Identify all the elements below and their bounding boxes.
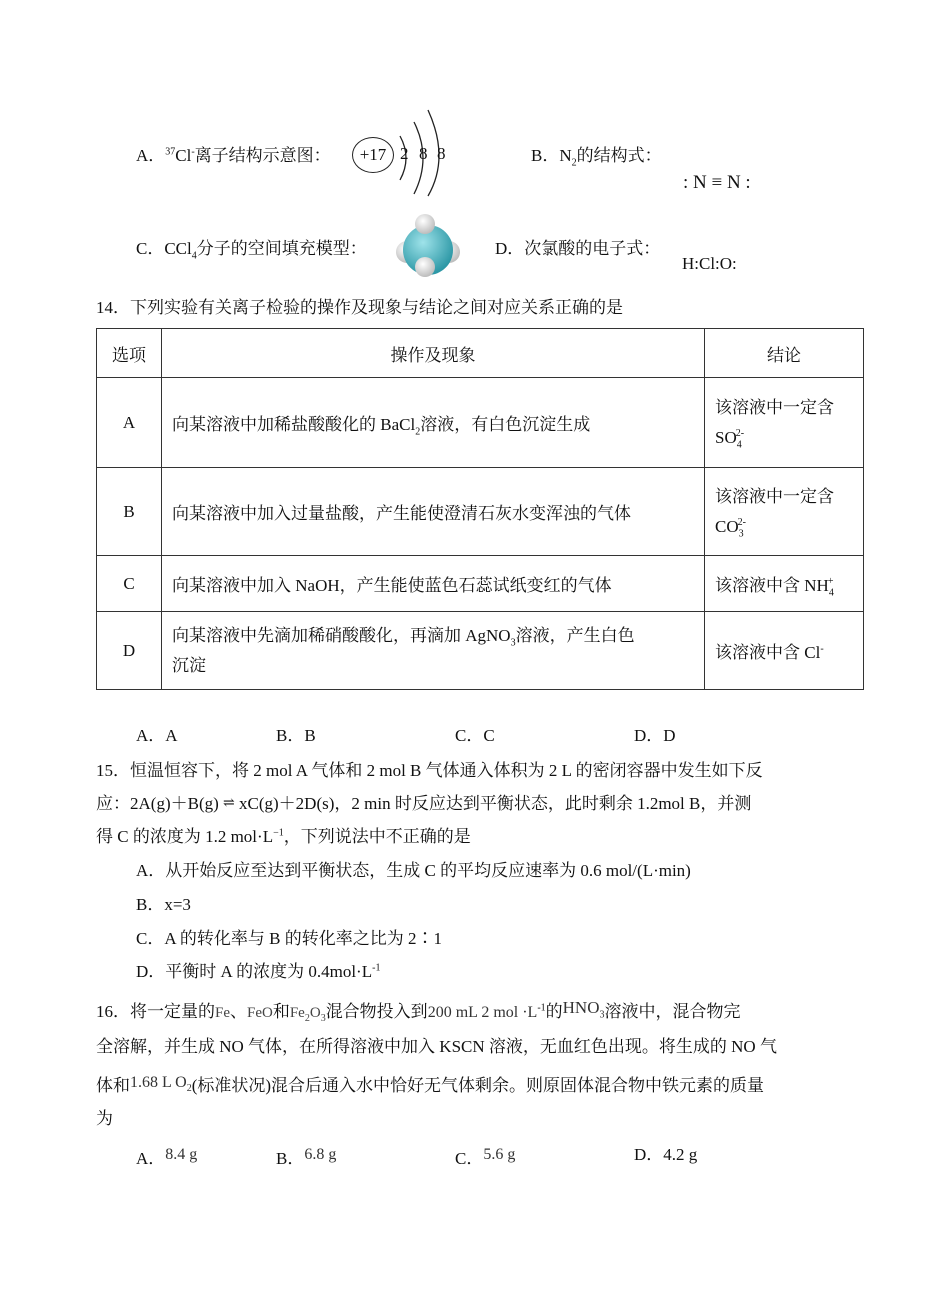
q16-stem-line1: 16．将一定量的Fe、FeO和$Fe_2O_3$混合物投入到200 mL 2 mol $\cdot L^{-1}$的$HNO_3$溶液中，混合物完 [96, 998, 741, 1024]
hclo-electron-formula: H:Cl:O: [682, 254, 737, 273]
q16-choice-b[interactable]: B．6.8 g [276, 1146, 337, 1168]
q15-option-d[interactable]: D．平衡时 A 的浓度为 $0.4mol\cdot L^{-1}$ [136, 962, 381, 981]
shell-2-count: 8 [419, 144, 428, 163]
q13-option-a: A．$^{37}$Cl-离子结构示意图： [136, 146, 331, 165]
q14-choice-d[interactable]: D．D [634, 726, 676, 745]
n2-structural-formula: : N ≡ N : [683, 172, 751, 193]
q15-stem-line2: 应：2A(g)＋B(g) ⇌ xC(g)＋2D(s)，2 min 时反应达到平衡状态，此时剩余 1.2mol B，并测 [96, 794, 752, 813]
q15-stem-line3: 得 C 的浓度为 1.2 $mol\cdot L^{-1}$，下列说法中不正确的是 [96, 827, 471, 846]
q15-stem-line1: 15．恒温恒容下，将 2 mol A 气体和 2 mol B 气体通入体积为 2 L 的密闭容器中发生如下反 [96, 761, 763, 780]
row-operation: 向某溶液中加入过量盐酸，产生能使澄清石灰水变浑浊的气体 [162, 468, 705, 556]
row-option: A [97, 378, 162, 468]
header-conclusion: 结论 [705, 329, 864, 378]
row-option: C [97, 556, 162, 612]
q14-choice-a[interactable]: A．A [136, 726, 178, 745]
table-row [97, 468, 864, 556]
shell-1-count: 2 [400, 144, 409, 163]
table-row [97, 556, 864, 612]
q14-choice-c[interactable]: C．C [455, 726, 495, 745]
q16-choice-c[interactable]: C．5.6 g [455, 1146, 516, 1168]
header-operation: 操作及现象 [162, 329, 705, 378]
row-operation: 向某溶液中先滴加稀硝酸酸化，再滴加 AgNO$_3$溶液，产生白色 沉淀 [162, 612, 705, 690]
q14-stem: 14．下列实验有关离子检验的操作及现象与结论之间对应关系正确的是 [96, 298, 623, 317]
row-option: B [97, 468, 162, 556]
row-conclusion: 该溶液中一定含 $SO_4^{2-}$ [705, 378, 864, 468]
row-operation: 向某溶液中加入 NaOH，产生能使蓝色石蕊试纸变红的气体 [162, 556, 705, 612]
q13-option-c: C．CCl$_4$分子的空间填充模型： [136, 239, 367, 262]
q15-option-c[interactable]: C．A 的转化率与 B 的转化率之比为 2∶1 [136, 929, 443, 948]
table-header-row [97, 329, 864, 378]
q14-table [96, 328, 864, 690]
row-conclusion: 该溶液中含 Cl- [705, 612, 864, 690]
header-option: 选项 [97, 329, 162, 378]
row-operation: 向某溶液中加稀盐酸酸化的 BaCl$_2$溶液，有白色沉淀生成 [162, 378, 705, 468]
table-row [97, 378, 864, 468]
q16-choice-a[interactable]: A．8.4 g [136, 1146, 198, 1168]
q15-option-b[interactable]: B．x=3 [136, 895, 191, 914]
cl-nucleus: +17 [352, 137, 394, 173]
q16-stem-line4: 为 [96, 1109, 113, 1128]
row-option: D [97, 612, 162, 690]
q13-option-d: D．次氯酸的电子式： [495, 239, 661, 258]
q16-choice-d[interactable]: D．4.2 g [634, 1145, 698, 1164]
q16-stem-line3: 体和1.68 L $O_2$(标准状况)混合后通入水中恰好无气体剩余。则原固体混合物中铁元素的质量 [96, 1074, 765, 1095]
q15-option-a[interactable]: A．从开始反应至达到平衡状态，生成 C 的平均反应速率为 0.6 mol/(L·min) [136, 861, 691, 880]
table-row [97, 612, 864, 690]
q14-choice-b[interactable]: B．B [276, 726, 316, 745]
row-conclusion: 该溶液中含 $NH_4^+$ [705, 556, 864, 612]
ccl4-space-filling-model [393, 212, 463, 278]
row-conclusion: 该溶液中一定含 $CO_3^{2-}$ [705, 468, 864, 556]
q16-stem-line2: 全溶解，并生成 NO 气体，在所得溶液中加入 KSCN 溶液，无血红色出现。将生成的 NO 气 [96, 1037, 777, 1056]
q13-option-b: B．$N_2$的结构式： [531, 146, 662, 169]
shell-3-count: 8 [437, 144, 446, 163]
